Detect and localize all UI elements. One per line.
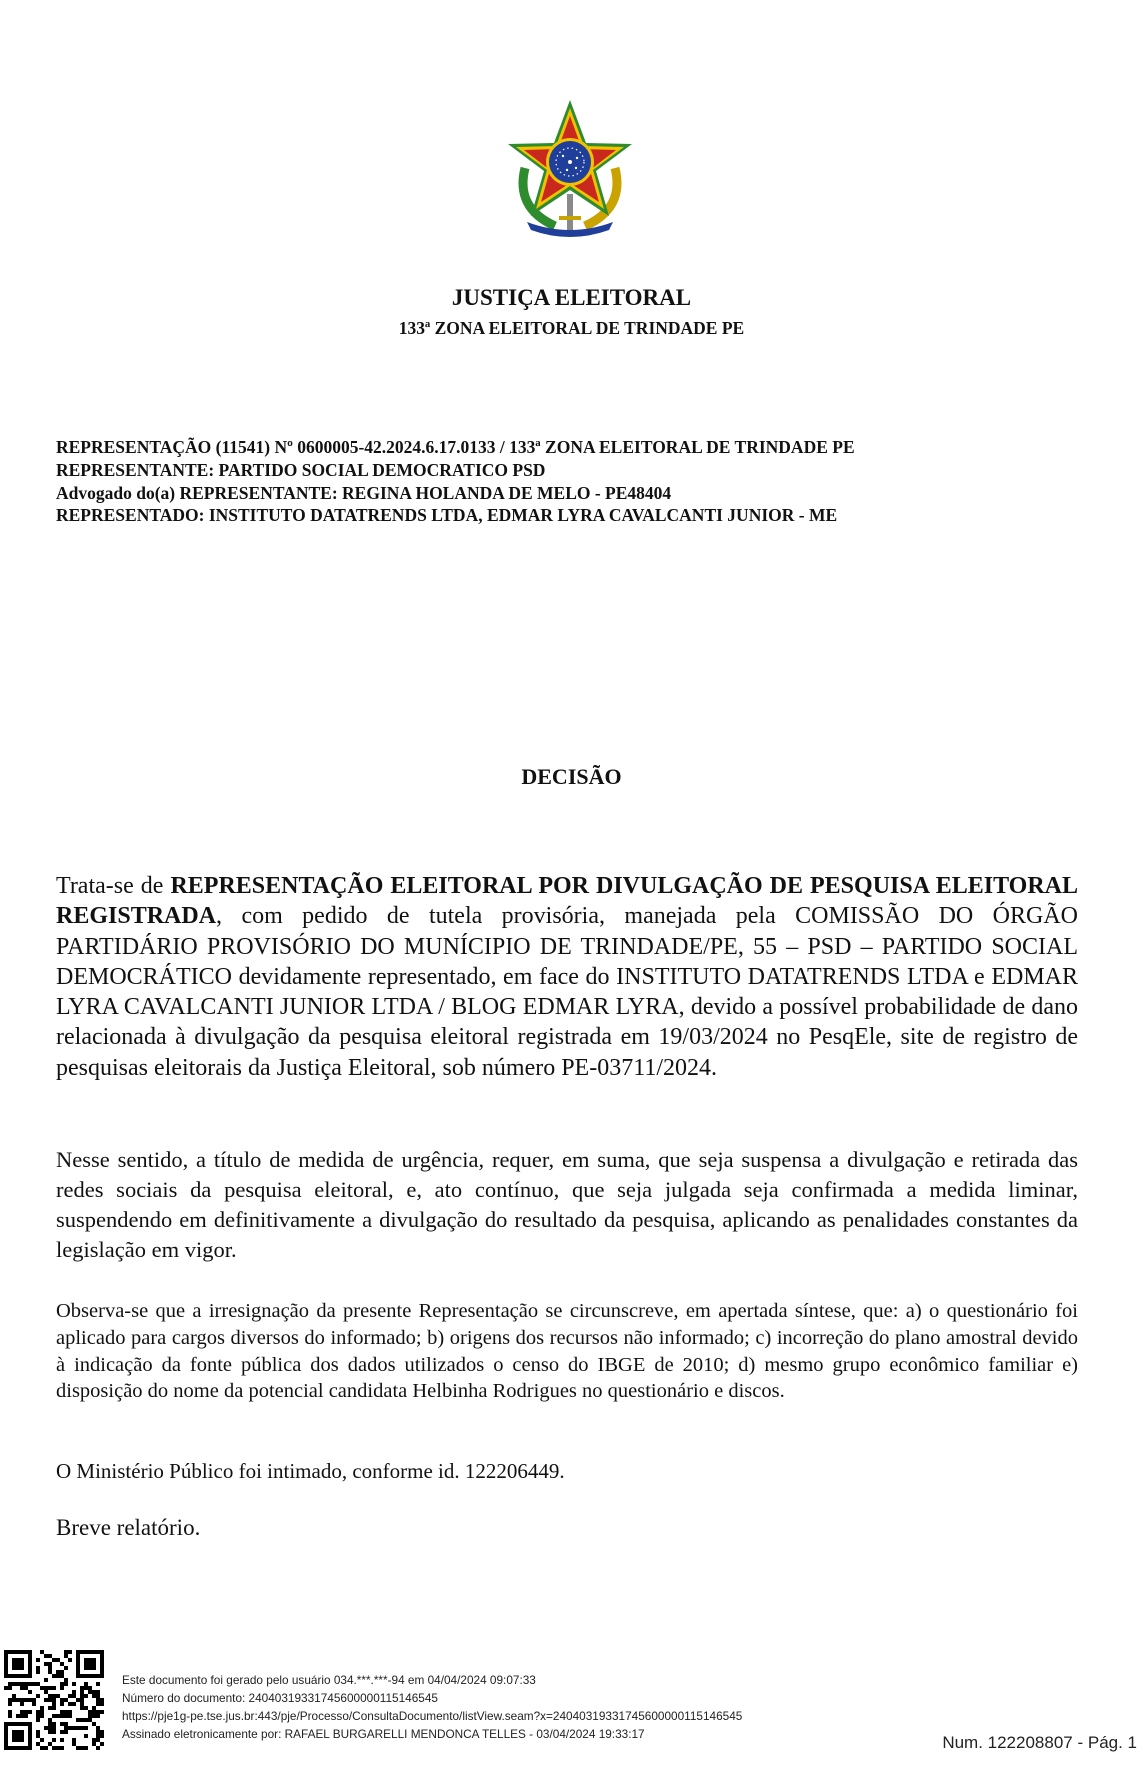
case-number-line: REPRESENTAÇÃO (11541) Nº 0600005-42.2024.6.17.0133 / 133ª ZONA ELEITORAL DE TRINDADE PE <box>56 437 855 457</box>
paragraph-1-intro: Trata-se de <box>56 873 171 899</box>
document-subtitle: 133ª ZONA ELEITORAL DE TRINDADE PE <box>398 318 745 338</box>
footer-info <box>122 1671 742 1743</box>
footer-url[interactable]: https://pje1g-pe.tse.jus.br:443/pje/Processo/ConsultaDocumento/listView.seam?x=24040319331745600000115146545 <box>122 1709 743 1723</box>
footer-signature-line: Assinado eletronicamente por: RAFAEL BURGARELLI MENDONCA TELLES - 03/04/2024 19:33:17 <box>122 1727 645 1741</box>
brazil-coat-of-arms-icon <box>505 98 635 238</box>
paragraph-4: O Ministério Público foi intimado, conforme id. 122206449. <box>56 1459 565 1483</box>
case-representante-line: REPRESENTANTE: PARTIDO SOCIAL DEMOCRATICO PSD <box>56 459 546 480</box>
case-representado-line: REPRESENTADO: INSTITUTO DATATRENDS LTDA, EDMAR LYRA CAVALCANTI JUNIOR - ME <box>56 505 838 526</box>
case-header <box>56 436 1086 527</box>
paragraph-3: Observa-se que a irresignação da presente Representação se circunscreve, em apertada síntese, que: a) o questionário foi aplicado para cargos diversos do informado; b) origens dos recursos não informado; c) incorreção do plano amostral devido à indicação da fonte pública dos dados utilizados o censo do IBGE de 2010; d) mesmo grupo econômico familiar e) disposição do nome da potencial candidata Helbinha Rodrigues no questionário e discos. <box>56 1300 1078 1403</box>
qr-code-icon <box>4 1650 104 1750</box>
paragraph-1-bold: REPRESENTAÇÃO ELEITORAL POR DIVULGAÇÃO DE PESQUISA ELEITORAL REGISTRADA <box>56 873 1078 930</box>
page-number: Num. 122208807 - Pág. 1 <box>942 1733 1137 1752</box>
paragraph-1-rest: , com pedido de tutela provisória, manejada pela COMISSÃO DO ÓRGÃO PARTIDÁRIO PROVISÓRIO DO MUNÍCIPIO DE TRINDADE/PE, 55 – PSD – PARTIDO SOCIAL DEMOCRÁTICO devidamente representado, em face do INSTITUTO DATATRENDS LTDA e EDMAR LYRA CAVALCANTI JUNIOR LTDA / BLOG EDMAR LYRA, devido a possível probabilidade de dano relacionada à divulgação da pesquisa eleitoral registrada em 19/03/2024 no PesqEle, site de registro de pesquisas eleitorais da Justiça Eleitoral, sob número PE-03711/2024. <box>56 903 1078 1081</box>
document-title: JUSTIÇA ELEITORAL <box>451 285 692 310</box>
paragraph-5: Breve relatório. <box>56 1515 201 1540</box>
footer-generated-line: Este documento foi gerado pelo usuário 034.***.***-94 em 04/04/2024 09:07:33 <box>122 1673 536 1687</box>
decision-heading: DECISÃO <box>521 764 622 789</box>
paragraph-2: Nesse sentido, a título de medida de urgência, requer, em suma, que seja suspensa a divulgação e retirada das redes sociais da pesquisa eleitoral, e, ato contínuo, que seja julgada seja confirmada a medida liminar, suspendendo em definitivamente a divulgação do resultado da pesquisa, aplicando as penalidades constantes da legislação em vigor. <box>56 1147 1078 1262</box>
paragraph-1 <box>56 871 1078 1083</box>
case-advogado-line: Advogado do(a) REPRESENTANTE: REGINA HOLANDA DE MELO - PE48404 <box>56 482 672 503</box>
footer-document-number: Número do documento: 24040319331745600000115146545 <box>122 1691 438 1705</box>
